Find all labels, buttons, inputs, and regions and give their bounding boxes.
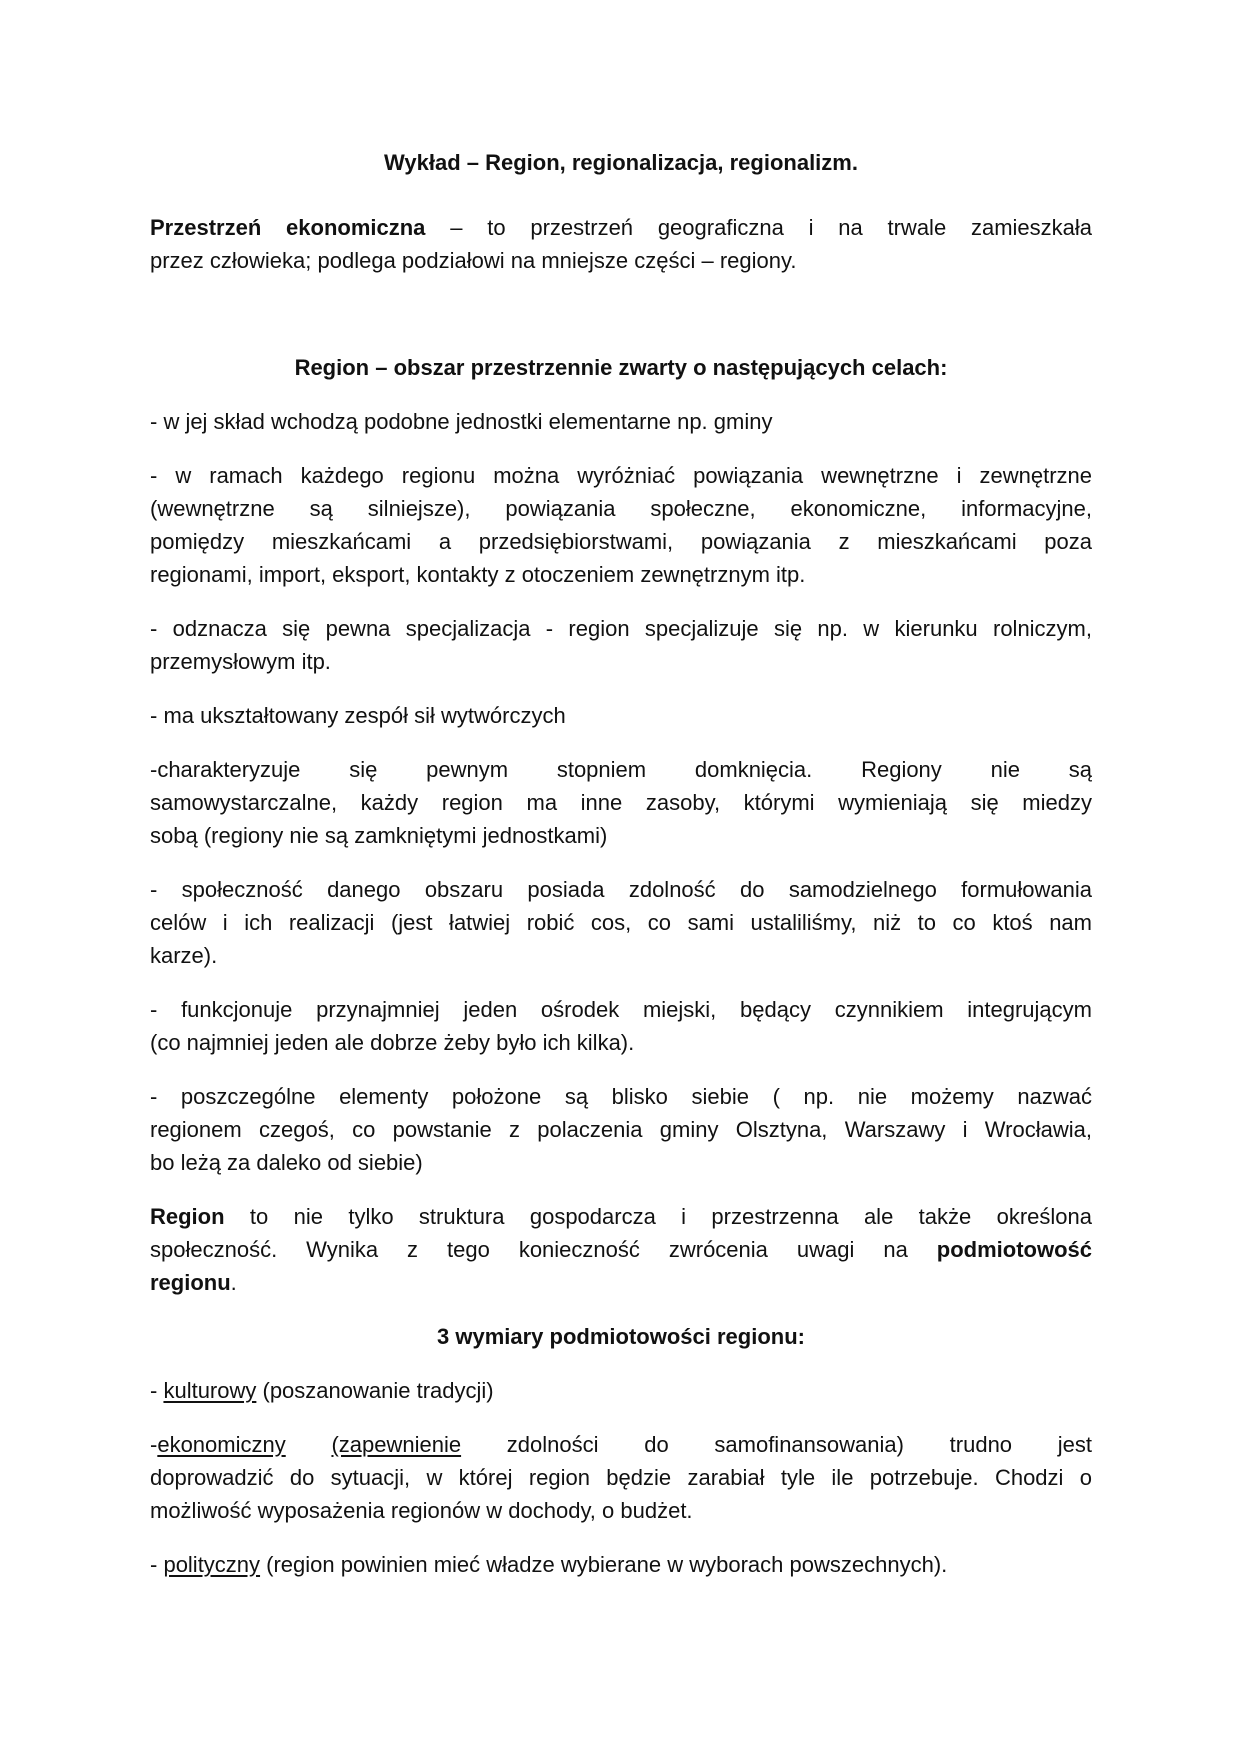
text-run: - w ramach każdego regionu można wyróżniać powiązania wewnętrzne i zewnętrzne <box>150 463 1092 488</box>
paragraph <box>150 405 1092 438</box>
text-run: samowystarczalne, każdy region ma inne zasoby, którymi wymieniają się miedzy <box>150 790 1092 815</box>
text-run: - <box>150 1378 164 1403</box>
paragraph <box>150 211 1092 277</box>
text-run: przemysłowym itp. <box>150 649 331 674</box>
text-run: (wewnętrzne są silniejsze), powiązania społeczne, ekonomiczne, informacyjne, <box>150 496 1092 521</box>
text-run: celów i ich realizacji (jest łatwiej robić cos, co sami ustaliliśmy, niż to co ktoś nam <box>150 910 1092 935</box>
paragraph <box>150 753 1092 852</box>
bold-text: podmiotowość <box>936 1237 1092 1262</box>
text-run: regionem czegoś, co powstanie z polaczenia gminy Olsztyna, Warszawy i Wrocławia, <box>150 1117 1092 1142</box>
text-run: 3 wymiary podmiotowości regionu: <box>437 1324 805 1349</box>
paragraph <box>150 1374 1092 1407</box>
text-line <box>150 459 1092 492</box>
underlined-text: ekonomiczny <box>157 1432 286 1457</box>
text-run: - funkcjonuje przynajmniej jeden ośrodek miejski, będący czynnikiem integrującym <box>150 997 1092 1022</box>
paragraph <box>150 1548 1092 1581</box>
text-run: . <box>230 1270 237 1295</box>
text-run: możliwość wyposażenia regionów w dochody, o budżet. <box>150 1498 693 1523</box>
text-run: regionami, import, eksport, kontakty z otoczeniem zewnętrznym itp. <box>150 562 806 587</box>
text-run: karze). <box>150 943 218 968</box>
section-heading <box>150 351 1092 384</box>
paragraph <box>150 612 1092 678</box>
paragraph <box>150 1080 1092 1179</box>
text-line <box>150 351 1092 384</box>
text-run: - poszczególne elementy położone są blisko siebie ( np. nie możemy nazwać <box>150 1084 1092 1109</box>
text-run: - <box>150 1552 164 1577</box>
paragraph <box>150 1428 1092 1527</box>
text-run: - w jej skład wchodzą podobne jednostki elementarne np. gminy <box>150 409 773 434</box>
text-line <box>150 211 1092 244</box>
underlined-text: (zapewnienie <box>331 1432 462 1457</box>
text-run: zdolności do samofinansowania) trudno jest <box>461 1432 1092 1457</box>
text-line <box>150 1113 1092 1146</box>
text-line <box>150 993 1092 1026</box>
text-line <box>150 525 1092 558</box>
text-run: - odznacza się pewna specjalizacja - region specjalizuje się np. w kierunku rolniczym, <box>150 616 1092 641</box>
text-run: pomiędzy mieszkańcami a przedsiębiorstwami, powiązania z mieszkańcami poza <box>150 529 1092 554</box>
paragraph <box>150 873 1092 972</box>
text-line <box>150 1494 1092 1527</box>
text-line <box>150 1200 1092 1233</box>
text-line <box>150 146 1092 179</box>
text-line <box>150 1548 1092 1581</box>
paragraph <box>150 1200 1092 1299</box>
text-line <box>150 1320 1092 1353</box>
text-run: sobą (regiony nie są zamkniętymi jednostkami) <box>150 823 608 848</box>
text-run <box>286 1432 332 1457</box>
document-title <box>150 146 1092 179</box>
text-run: – to przestrzeń geograficzna i na trwale zamieszkała <box>425 215 1093 240</box>
text-line <box>150 753 1092 786</box>
text-line <box>150 1080 1092 1113</box>
text-run: to nie tylko struktura gospodarcza i przestrzenna ale także określona <box>224 1204 1092 1229</box>
text-run: doprowadzić do sytuacji, w której region będzie zarabiał tyle ile potrzebuje. Chodzi o <box>150 1465 1092 1490</box>
underlined-text: polityczny <box>163 1552 261 1577</box>
text-line <box>150 244 1092 277</box>
text-run: -charakteryzuje się pewnym stopniem domknięcia. Regiony nie są <box>150 757 1092 782</box>
text-run: Wykład – Region, regionalizacja, regionalizm. <box>384 150 858 175</box>
text-line <box>150 1026 1092 1059</box>
text-line <box>150 1266 1092 1299</box>
text-run: bo leżą za daleko od siebie) <box>150 1150 423 1175</box>
text-run: (poszanowanie tradycji) <box>256 1378 494 1403</box>
text-run: - <box>150 1432 158 1457</box>
text-line <box>150 1374 1092 1407</box>
text-line <box>150 1461 1092 1494</box>
text-line <box>150 819 1092 852</box>
underlined-text: kulturowy <box>163 1378 257 1403</box>
text-run: Region – obszar przestrzennie zwarty o następujących celach: <box>294 355 948 380</box>
text-line <box>150 492 1092 525</box>
paragraph <box>150 993 1092 1059</box>
text-line <box>150 939 1092 972</box>
text-line <box>150 786 1092 819</box>
text-line <box>150 873 1092 906</box>
paragraph <box>150 699 1092 732</box>
text-line <box>150 405 1092 438</box>
text-run: przez człowieka; podlega podziałowi na mniejsze części – regiony. <box>150 248 797 273</box>
text-line <box>150 906 1092 939</box>
text-line <box>150 558 1092 591</box>
text-run: - społeczność danego obszaru posiada zdolność do samodzielnego formułowania <box>150 877 1092 902</box>
text-run: (co najmniej jeden ale dobrze żeby było ich kilka). <box>150 1030 635 1055</box>
bold-text: regionu <box>150 1270 231 1295</box>
text-line <box>150 1233 1092 1266</box>
text-line <box>150 1146 1092 1179</box>
paragraph <box>150 459 1092 591</box>
document-page <box>150 146 1092 1581</box>
text-run: (region powinien mieć władze wybierane w wyborach powszechnych). <box>260 1552 948 1577</box>
section-heading <box>150 1320 1092 1353</box>
text-line <box>150 612 1092 645</box>
text-line <box>150 699 1092 732</box>
bold-text: Region <box>150 1204 225 1229</box>
text-run: - ma ukształtowany zespół sił wytwórczych <box>150 703 566 728</box>
text-line <box>150 645 1092 678</box>
bold-text: Przestrzeń ekonomiczna <box>150 215 426 240</box>
text-run: społeczność. Wynika z tego konieczność zwrócenia uwagi na <box>150 1237 937 1262</box>
text-line <box>150 1428 1092 1461</box>
